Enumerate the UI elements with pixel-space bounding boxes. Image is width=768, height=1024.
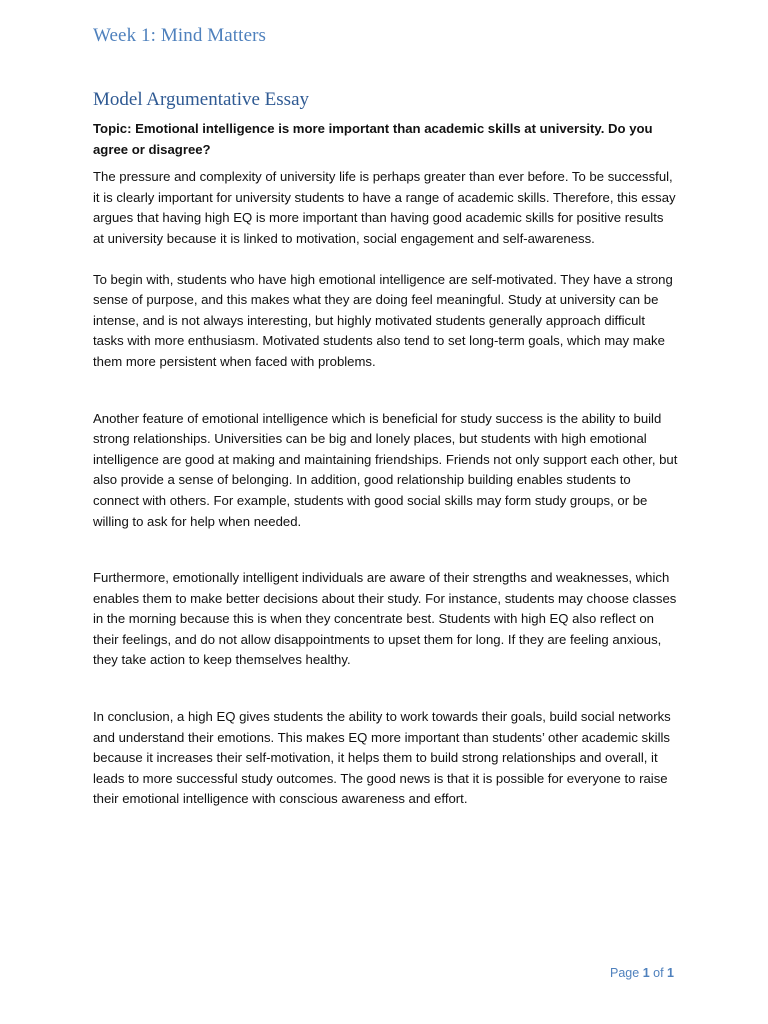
- paragraph-motivation: To begin with, students who have high emotional intelligence are self-motivated. They have a strong sense of purpose, and this makes what they are doing feel meaningful. Study at university can be intense, and is not always interesting, but highly motivated students generally approach difficult tasks with more enthusiasm. Motivated students also tend to set long-term goals, which may make them more persistent when faced with problems.: [93, 271, 673, 369]
- essay-title: Model Argumentative Essay: [93, 89, 310, 110]
- paragraph-relationships: Another feature of emotional intelligence which is beneficial for study success is the ability to build strong relationships. Universities can be big and lonely places, but students with high emotional intelligence are good at making and maintaining friendships. Friends not only support each other, but also provide a sense of belonging. In addition, good relationship building enables students to connect with others. For example, students with good social skills may form study groups, or be willing to ask for help when needed.: [93, 410, 678, 529]
- page-of-label: of: [653, 966, 664, 980]
- paragraph-conclusion: In conclusion, a high EQ gives students the ability to work towards their goals, build social networks and understand their emotions. This makes EQ more important than students’ other academic skills because it increases their self-motivation, it helps them to build strong relationships and overall, it leads to more successful study outcomes. The good news is that it is possible for everyone to raise their emotional intelligence with conscious awareness and effort.: [93, 709, 671, 807]
- paragraph-self-awareness: Furthermore, emotionally intelligent individuals are aware of their strengths and weaknesses, which enables them to make better decisions about their study. For instance, students may choose classes in the morning because this is when they concentrate best. Students with high EQ also reflect on their feelings, and do not allow disappointments to upset them for long. If they are feeling anxious, they take action to keep themselves healthy.: [93, 570, 677, 668]
- essay-topic: Topic: Emotional intelligence is more important than academic skills at university. Do you agree or disagree?: [93, 121, 653, 157]
- paragraph-introduction: The pressure and complexity of university life is perhaps greater than ever before. To be successful, it is clearly important for university students to have a range of academic skills. Therefore, this essay argues that having high EQ is more important than having good academic skills for positive results at university because it is linked to motivation, social engagement and self-awareness.: [93, 169, 676, 246]
- page-number-footer: [610, 966, 674, 980]
- page-header-title: Week 1: Mind Matters: [93, 25, 267, 46]
- essay-body: [93, 119, 678, 810]
- page-total: 1: [667, 966, 674, 980]
- page-current: 1: [642, 966, 650, 980]
- page-label: Page: [610, 966, 640, 980]
